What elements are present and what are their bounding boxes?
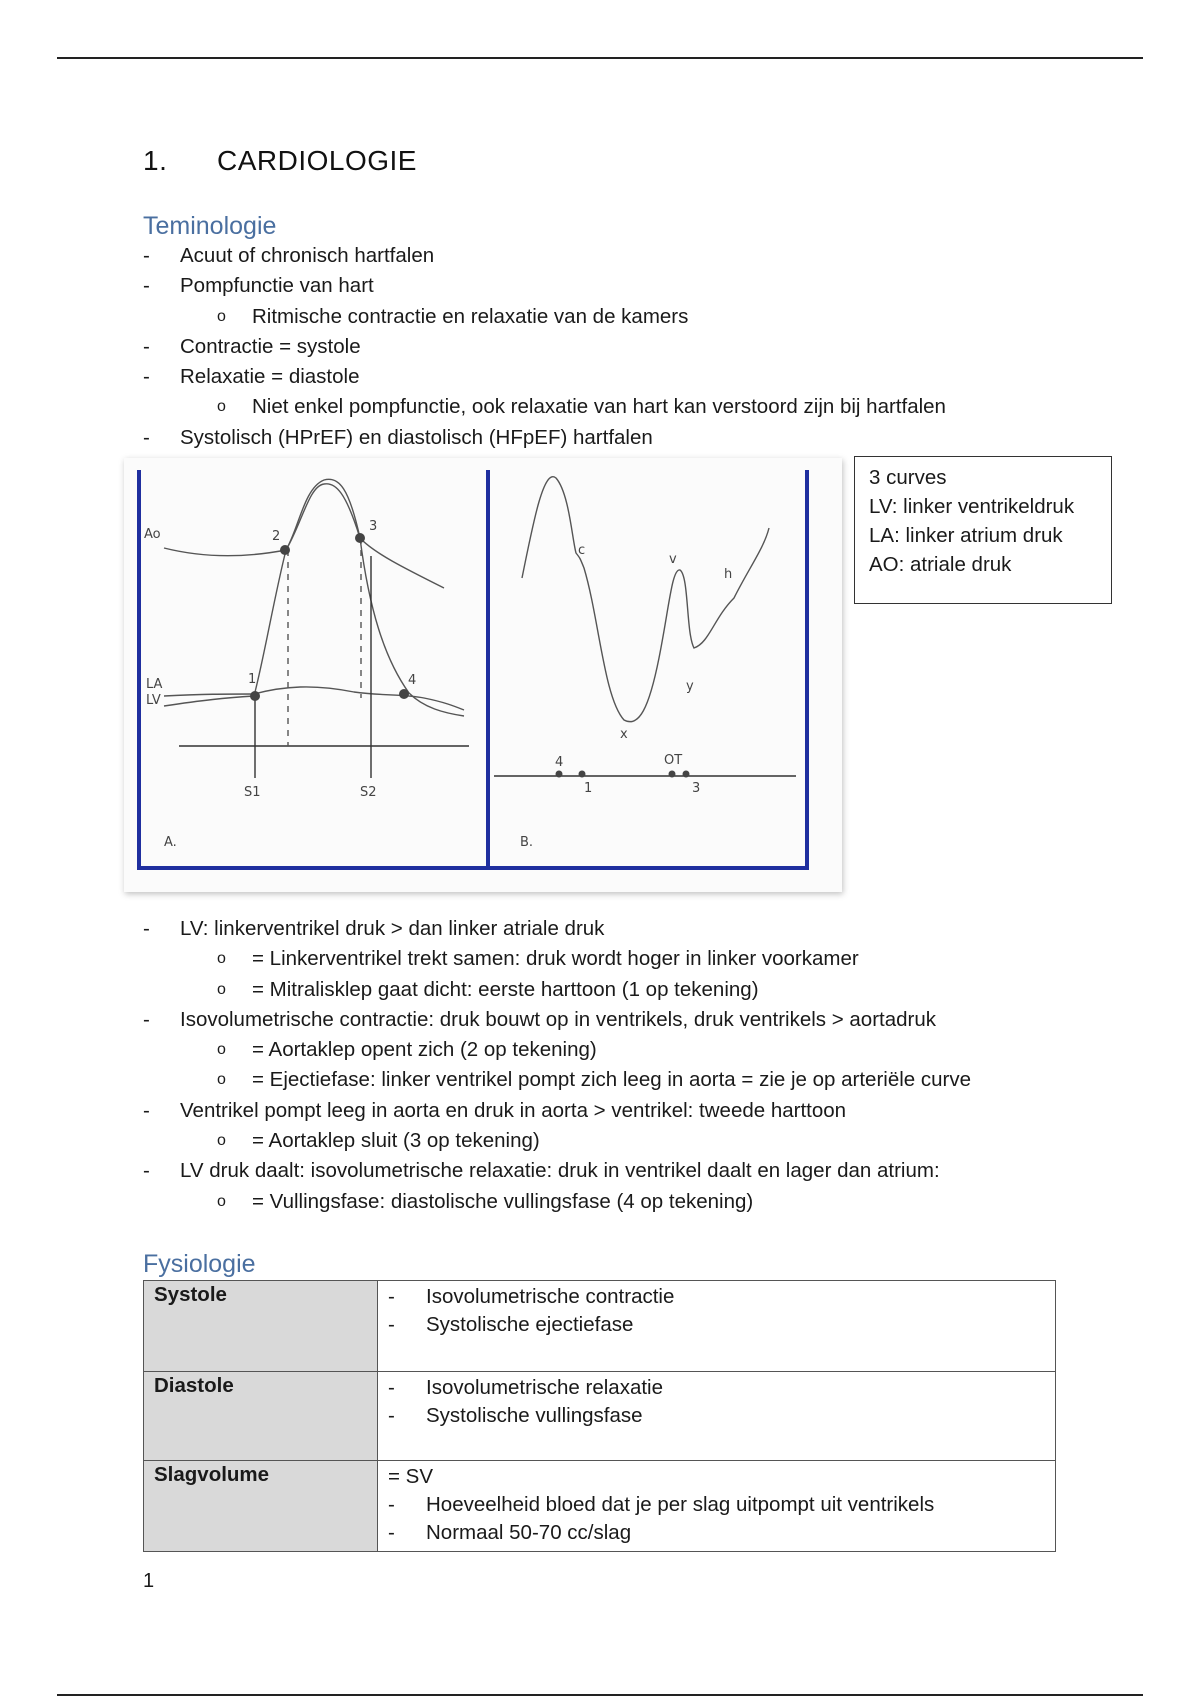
label-panel-b: B. bbox=[520, 835, 534, 850]
label-ao: Ao bbox=[144, 527, 161, 542]
point-b-4 bbox=[556, 771, 563, 778]
curves-legend-box bbox=[854, 456, 1112, 604]
row-label: Diastole bbox=[144, 1372, 378, 1461]
legend-line: LA: linker atrium druk bbox=[869, 524, 1063, 547]
footer-rule bbox=[57, 1694, 1143, 1696]
row-content: = SV - Hoeveelheid bloed dat je per slag uitpompt uit ventrikels - Normaal 50-70 cc/slag bbox=[378, 1461, 1056, 1552]
chapter-title: CARDIOLOGIE bbox=[217, 145, 417, 176]
ao-curve bbox=[164, 479, 444, 588]
table-row bbox=[144, 1372, 1056, 1461]
point-4 bbox=[399, 689, 409, 699]
table-row bbox=[144, 1281, 1056, 1372]
label-wave-h: h bbox=[724, 567, 733, 582]
panel-b bbox=[494, 477, 796, 776]
row-label: Systole bbox=[144, 1281, 378, 1372]
label-la: LA bbox=[146, 677, 163, 692]
label-lv: LV bbox=[146, 693, 161, 708]
legend-line: AO: atriale druk bbox=[869, 553, 1012, 576]
lv-curve bbox=[164, 538, 464, 716]
label-panel-a: A. bbox=[164, 835, 177, 850]
label-s1: S1 bbox=[244, 785, 261, 800]
point-1 bbox=[250, 691, 260, 701]
row-content: - Isovolumetrische contractie - Systolische ejectiefase bbox=[378, 1281, 1056, 1372]
label-point-4: 4 bbox=[408, 673, 417, 688]
la-curve bbox=[164, 687, 464, 710]
row-label: Slagvolume bbox=[144, 1461, 378, 1552]
label-wave-c: c bbox=[578, 543, 586, 558]
label-axis-ot: OT bbox=[664, 753, 683, 768]
label-point-1: 1 bbox=[248, 672, 257, 687]
ao-inner-curve bbox=[286, 484, 360, 550]
pressure-curves-svg bbox=[124, 458, 842, 892]
point-b-3 bbox=[683, 771, 690, 778]
panel-frame bbox=[139, 470, 807, 868]
chapter-number: 1. bbox=[143, 145, 168, 176]
chapter-heading bbox=[143, 145, 417, 177]
label-wave-v: v bbox=[669, 552, 677, 567]
point-3 bbox=[355, 533, 365, 543]
label-point-2: 2 bbox=[272, 529, 281, 544]
label-wave-x: x bbox=[620, 727, 628, 742]
pressure-curves-figure bbox=[124, 458, 842, 892]
atrial-wave bbox=[522, 477, 769, 722]
label-axis-1: 1 bbox=[584, 781, 593, 796]
label-point-3: 3 bbox=[369, 519, 378, 534]
point-b-1 bbox=[579, 771, 586, 778]
label-wave-y: y bbox=[686, 679, 694, 694]
page-number: 1 bbox=[143, 1570, 155, 1592]
panel-a bbox=[164, 479, 469, 778]
legend-line: 3 curves bbox=[869, 466, 947, 489]
panel-a-points bbox=[250, 533, 409, 701]
label-axis-4: 4 bbox=[555, 755, 564, 770]
point-b-ot bbox=[669, 771, 676, 778]
point-2 bbox=[280, 545, 290, 555]
label-axis-3: 3 bbox=[692, 781, 701, 796]
row-content: - Isovolumetrische relaxatie - Systolische vullingsfase bbox=[378, 1372, 1056, 1461]
table-row bbox=[144, 1461, 1056, 1552]
physiology-table bbox=[143, 1280, 1056, 1552]
section-title-fysiologie: Fysiologie bbox=[143, 1250, 256, 1278]
legend-line: LV: linker ventrikeldruk bbox=[869, 495, 1075, 518]
section-title-terminologie: Teminologie bbox=[143, 212, 277, 240]
label-s2: S2 bbox=[360, 785, 377, 800]
header-rule bbox=[57, 57, 1143, 59]
